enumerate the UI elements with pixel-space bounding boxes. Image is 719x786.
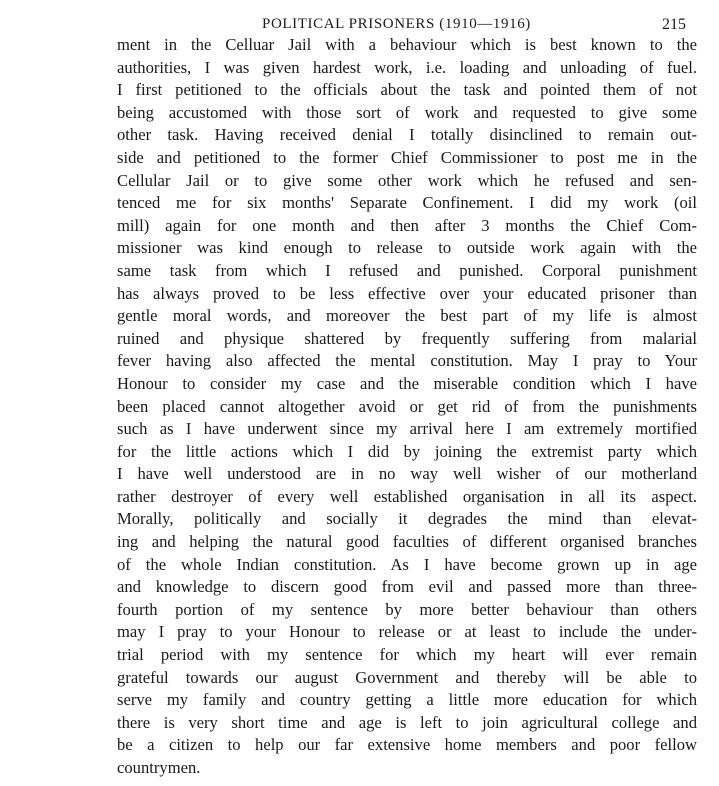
running-title: POLITICAL PRISONERS (1910—1916): [262, 16, 531, 32]
text-line: authorities, I was given hardest work, i.e. loading and unloading of fuel.: [117, 57, 697, 77]
text-line: for the little actions which I did by joining the extremist party which: [117, 441, 697, 461]
petition-text: [117, 34, 697, 780]
text-line: countrymen.: [117, 758, 201, 777]
text-line: ruined and physique shattered by frequently suffering from malarial: [117, 328, 697, 348]
text-line: Cellular Jail or to give some other work which he refused and sen-: [117, 170, 697, 190]
text-line: I have well understood are in no way well wisher of our motherland: [117, 464, 697, 484]
text-line: side and petitioned to the former Chief Commissioner to post me in the: [117, 147, 697, 167]
text-line: been placed cannot altogether avoid or get rid of from the punishments: [117, 396, 697, 416]
text-line: may I pray to your Honour to release or at least to include the under-: [117, 622, 697, 642]
text-line: Honour to consider my case and the miserable condition which I have: [117, 373, 697, 393]
text-line: of the whole Indian constitution. As I have become grown up in age: [117, 554, 697, 574]
text-line: be a citizen to help our far extensive home members and poor fellow: [117, 735, 697, 755]
text-line: gentle moral words, and moreover the best part of my life is almost: [117, 306, 697, 326]
text-line: same task from which I refused and punished. Corporal punishment: [117, 260, 697, 280]
text-line: fever having also affected the mental constitution. May I pray to Your: [117, 351, 697, 371]
text-line: rather destroyer of every well established organisation in all its aspect.: [117, 486, 697, 506]
text-line: ment in the Celluar Jail with a behaviour which is best known to the: [117, 35, 697, 54]
text-line: there is very short time and age is left to join agricultural college and: [117, 712, 697, 732]
text-line: missioner was kind enough to release to outside work again with the: [117, 238, 697, 258]
text-line: has always proved to be less effective over your educated prisoner than: [117, 283, 697, 303]
text-line: grateful towards our august Government and thereby will be able to: [117, 667, 697, 687]
text-line: mill) again for one month and then after 3 months the Chief Com-: [117, 215, 697, 235]
text-line: tenced me for six months' Separate Confinement. I did my work (oil: [117, 193, 697, 213]
text-line: and knowledge to discern good from evil and passed more than three-: [117, 577, 697, 597]
text-line: fourth portion of my sentence by more better behaviour than others: [117, 599, 697, 619]
page-number: 215: [662, 16, 686, 33]
text-line: such as I have underwent since my arrival here I am extremely mortified: [117, 419, 697, 439]
text-line: serve my family and country getting a little more education for which: [117, 690, 697, 710]
text-line: trial period with my sentence for which my heart will ever remain: [117, 645, 697, 665]
text-line: I first petitioned to the officials about the task and pointed them of not: [117, 80, 697, 100]
text-line: being accustomed with those sort of work and requested to give some: [117, 102, 697, 122]
text-line: ing and helping the natural good faculties of different organised branches: [117, 532, 697, 552]
text-line: other task. Having received denial I totally disinclined to remain out-: [117, 125, 697, 145]
text-line: Morally, politically and socially it degrades the mind than elevat-: [117, 509, 697, 529]
